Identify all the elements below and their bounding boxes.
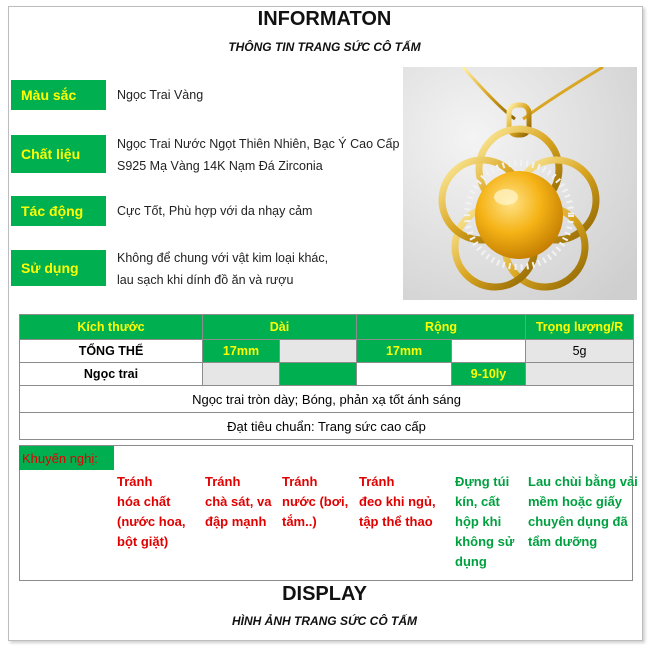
header-length: Dài (203, 315, 357, 340)
label-color: Màu sắc (11, 80, 106, 110)
page-title: INFORMATON (257, 8, 392, 30)
spec-header-row (20, 315, 634, 340)
spec-table (19, 314, 634, 440)
recommend-item: Lau chùi bằng vải mềm hoặc giấy chuyên dụng đã tẩm dưỡng (528, 474, 638, 549)
recommend-item: Tránh hóa chất (nước hoa, bột giặt) (117, 474, 186, 549)
header-weight: Trọng lượng/R (526, 315, 634, 340)
value-effect: Cực Tốt, Phù hợp với da nhạy cảm (117, 204, 313, 218)
header-width: Rộng (357, 315, 526, 340)
header-size: Kích thước (20, 315, 203, 340)
overall-length: 17mm (203, 340, 280, 363)
note-pearl-quality: Ngọc trai tròn dày; Bóng, phản xạ tốt ánh sáng (20, 386, 634, 413)
label-effect: Tác động (11, 196, 106, 226)
value-color: Ngọc Trai Vàng (117, 88, 204, 102)
display-subtitle: HÌNH ẢNH TRANG SỨC CÔ TẤM (231, 614, 418, 628)
table-row (20, 363, 634, 386)
recommend-item: Tránh chà sát, va đập mạnh (205, 474, 272, 529)
overall-width: 17mm (357, 340, 452, 363)
label-material: Chất liệu (11, 135, 106, 173)
row-label-overall: TỔNG THỂ (20, 340, 203, 363)
value-material: Ngọc Trai Nước Ngọt Thiên Nhiên, Bạc Ý Cao Cấp S925 Mạ Vàng 14K Nạm Đá Zirconia (117, 137, 400, 173)
pendant-photo (403, 67, 637, 300)
label-usage: Sử dụng (11, 250, 106, 286)
page-subtitle: THÔNG TIN TRANG SỨC CÔ TẤM (228, 40, 421, 54)
recommend-item: Tránh nước (bơi, tắm..) (282, 474, 349, 529)
display-title: DISPLAY (282, 583, 367, 605)
recommend-item: Đựng túi kín, cất hộp khi không sử dụng (455, 474, 515, 569)
table-row (20, 340, 634, 363)
overall-weight: 5g (526, 340, 634, 363)
recommend-item: Tránh đeo khi ngủ, tập thể thao (359, 474, 436, 529)
pearl-width: 9-10ly (452, 363, 526, 386)
note-standard: Đạt tiêu chuẩn: Trang sức cao cấp (20, 413, 634, 440)
row-label-pearl: Ngọc trai (20, 363, 203, 386)
value-usage: Không để chung với vật kim loại khác, lau sạch khi dính đồ ăn và rượu (117, 251, 329, 287)
recommend-label: Khuyến nghị: (19, 446, 114, 470)
